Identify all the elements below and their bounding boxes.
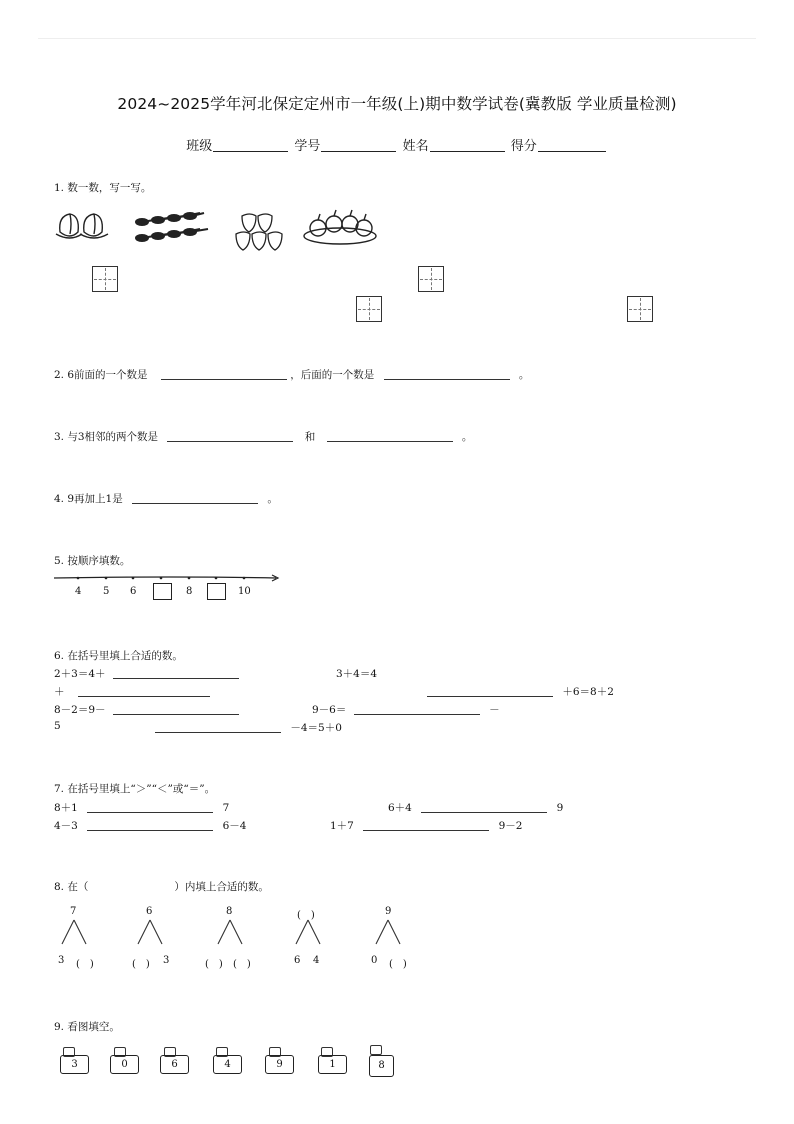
q8-tree1-right[interactable]: ( ) <box>76 959 94 970</box>
name-blank[interactable] <box>430 138 505 152</box>
answer-box-strawberry[interactable] <box>418 266 444 292</box>
q7-r2c-text: 1＋7 <box>330 820 354 832</box>
q5-num-10: 10 <box>238 586 251 597</box>
q6-r2-text: ＋ <box>54 686 65 698</box>
q7-r1c-text: 6＋4 <box>388 802 412 814</box>
q9-tag-3: 6 <box>160 1055 189 1074</box>
q7-row2b <box>330 818 522 833</box>
q6-r4-text: 5 <box>54 720 61 732</box>
answer-box-peach[interactable] <box>92 266 118 292</box>
q4-row <box>54 491 278 506</box>
q7-r1b-text: 7 <box>222 802 230 814</box>
apple-plate-icon <box>304 210 376 244</box>
q5-num-8: 8 <box>186 586 193 597</box>
q6-r3b-text: 9－6＝ <box>312 704 347 716</box>
q8-label <box>54 879 269 894</box>
q5-box-2[interactable] <box>207 583 226 600</box>
score-label: 得分 <box>510 139 537 154</box>
q8-tree5-left: 0 <box>371 955 378 966</box>
q8-branches <box>50 918 420 948</box>
number-blank[interactable] <box>321 138 396 152</box>
q8-label-a: 8. 在（ <box>54 881 89 893</box>
q6-r1-blank[interactable] <box>113 668 239 679</box>
q6-r1-text: 2＋3＝4＋ <box>54 668 106 680</box>
q7-r1-blank-1[interactable] <box>87 802 213 813</box>
peach-icon <box>56 214 108 238</box>
q6-r1b-text: 3＋4＝4 <box>336 668 378 680</box>
q8-tree4-right: 4 <box>313 955 320 966</box>
q9-label: 9. 看图填空。 <box>54 1021 120 1033</box>
q8-tree4-left: 6 <box>294 955 301 966</box>
q8-label-b: ）内填上合适的数。 <box>174 881 269 893</box>
q3-end: 。 <box>461 431 473 443</box>
q6-r4-blank[interactable] <box>155 722 281 733</box>
q2-text-a: 2. 6前面的一个数是 <box>54 369 148 381</box>
q9-tag-4: 4 <box>213 1055 242 1074</box>
q5-label: 5. 按顺序填数。 <box>54 555 131 567</box>
q7-r2-blank-1[interactable] <box>87 820 213 831</box>
q6-row3b <box>312 702 500 717</box>
q7-r2b-text: 6－4 <box>222 820 247 832</box>
q6-row4b <box>155 720 342 735</box>
q8-tree2-right: 3 <box>163 955 170 966</box>
q2-blank-1[interactable] <box>161 369 287 380</box>
q1-pictures <box>50 202 390 252</box>
q6-r2-blank-2[interactable] <box>427 686 553 697</box>
q6-row2 <box>54 684 210 699</box>
q7-r2a-text: 4－3 <box>54 820 78 832</box>
spoon-icon <box>135 212 197 242</box>
q6-r3c-text: － <box>489 704 500 716</box>
q7-r2d-text: 9－2 <box>498 820 523 832</box>
top-divider <box>38 38 756 39</box>
q7-row2a <box>54 818 246 833</box>
q8-tree3-top: 8 <box>226 906 233 917</box>
q8-tree5-right[interactable]: ( ) <box>389 959 407 970</box>
student-info-row <box>0 135 794 154</box>
answer-box-plate[interactable] <box>627 296 653 322</box>
q3-text-b: 和 <box>304 431 316 443</box>
number-label: 学号 <box>294 139 321 154</box>
q6-r3-blank-1[interactable] <box>113 704 239 715</box>
q7-r2-blank-2[interactable] <box>363 820 489 831</box>
q8-tree3-left[interactable]: ( ) <box>205 959 223 970</box>
q7-r1-blank-2[interactable] <box>421 802 547 813</box>
q3-blank-1[interactable] <box>167 431 293 442</box>
q3-blank-2[interactable] <box>327 431 453 442</box>
page-title: 2024~2025学年河北保定定州市一年级(上)期中数学试卷(冀教版 学业质量检测) <box>117 95 677 113</box>
q6-row2b <box>427 684 614 699</box>
name-label: 姓名 <box>402 139 429 154</box>
q7-r1d-text: 9 <box>556 802 564 814</box>
q9-tag-1: 3 <box>60 1055 89 1074</box>
q7-row1b <box>388 800 563 815</box>
q4-text-a: 4. 9再加上1是 <box>54 493 123 505</box>
q9-tag-6: 1 <box>318 1055 347 1074</box>
q6-r3-text: 8－2＝9－ <box>54 704 106 716</box>
q6-row3 <box>54 702 239 717</box>
q8-tree2-left[interactable]: ( ) <box>132 959 150 970</box>
q5-num-5: 5 <box>103 586 110 597</box>
q8-tree3-right[interactable]: ( ) <box>233 959 251 970</box>
q6-r2-blank-1[interactable] <box>78 686 210 697</box>
q7-row1a <box>54 800 229 815</box>
q3-text-a: 3. 与3相邻的两个数是 <box>54 431 159 443</box>
score-blank[interactable] <box>538 138 606 152</box>
q5-num-6: 6 <box>130 586 137 597</box>
q2-row <box>54 367 529 382</box>
answer-box-spoon[interactable] <box>356 296 382 322</box>
q2-end: 。 <box>518 369 530 381</box>
q5-box-1[interactable] <box>153 583 172 600</box>
q5-num-4: 4 <box>75 586 82 597</box>
strawberry-icon <box>236 214 282 250</box>
q4-blank[interactable] <box>132 493 258 504</box>
class-blank[interactable] <box>213 138 288 152</box>
q8-tree4-top[interactable]: ( ) <box>297 910 315 921</box>
q2-blank-2[interactable] <box>384 369 510 380</box>
q9-tag-2: 0 <box>110 1055 139 1074</box>
q3-row <box>54 429 472 444</box>
q6-r2b-text: ＋6＝8＋2 <box>562 686 614 698</box>
q7-label: 7. 在括号里填上“＞”“＜”或“＝”。 <box>54 783 216 795</box>
q6-label: 6. 在括号里填上合适的数。 <box>54 650 183 662</box>
q9-pic-7-icon <box>370 1045 382 1055</box>
q8-tree1-top: 7 <box>70 906 77 917</box>
q6-row1 <box>54 666 239 681</box>
q2-text-b: ，后面的一个数是 <box>290 369 375 381</box>
class-label: 班级 <box>186 139 213 154</box>
q6-r4b-text: －4＝5＋0 <box>290 722 342 734</box>
q8-tree5-top: 9 <box>385 906 392 917</box>
q7-r1a-text: 8＋1 <box>54 802 78 814</box>
q4-end: 。 <box>267 493 278 505</box>
q8-tree2-top: 6 <box>146 906 153 917</box>
q9-tag-7: 8 <box>369 1055 394 1077</box>
q6-r3-blank-2[interactable] <box>354 704 480 715</box>
q1-label: 1. 数一数，写一写。 <box>54 182 152 194</box>
q8-tree1-left: 3 <box>58 955 65 966</box>
q9-tag-5: 9 <box>265 1055 294 1074</box>
